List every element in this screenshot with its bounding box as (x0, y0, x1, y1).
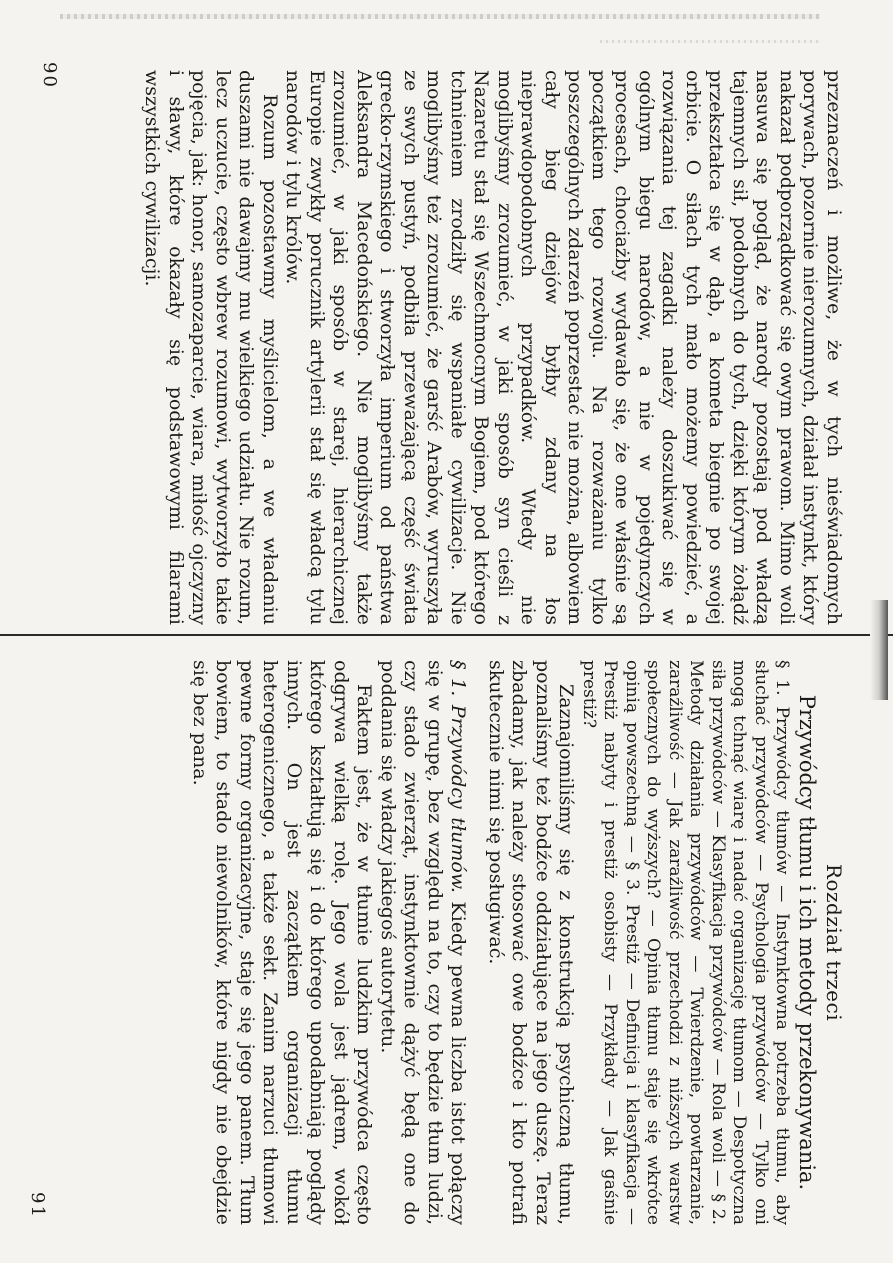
chapter-label: Rozdział trzeci (822, 863, 846, 1022)
body-paragraph: Faktem jest, że w tłumie ludzkim przywódca często odgrywa wielką rolę. Jego wola jest jądrem, wokół którego kształtują się i do którego upodabniają poglądy innych. On jest zaczątkiem organizacji tłumu heterogenicznego, a także sekt. Zanim narzuci tłumowi pewne formy organizacyjne, staje się jego panem. Tłum bowiem, to stado niewolników, które nigdy nie obejdzie się bez pana. (189, 660, 376, 1225)
left-page (141, 70, 845, 625)
body-paragraph: Rozum pozostawmy myślicielom, a we władaniu duszami nie dawajmy mu wielkiego udziału. Nie rozum, lecz uczucie, często wbrew rozumowi, wytworzyło takie pojęcia, jak: honor, samozaparcie, wiara, miłość ojczyzny i sławy, które okazały się podstawowymi filarami wszystkich cywilizacji. (141, 70, 281, 625)
body-paragraph: przeznaczeń i możliwe, że w tych nieświadomych porywach, pozornie nierozumnych, działał instynkt, który nakazał podporządkować się owym prawom. Mimo woli nasuwa się pogląd, że narody pozostają pod władzą tajemnych sił, podobnych do tych, dzięki którym żołądź przekształca się w dąb, a kometa biegnie po swojej orbicie. O siłach tych mało możemy powiedzieć, a rozwiązania tej zagadki należy doszukiwać się w ogólnym biegu narodów, a nie w pojedynczych procesach, chociażby wydawało się, że one właśnie są początkiem tego rozwoju. Na rozważaniu tylko poszczególnych zdarzeń poprzestać nie można, albowiem cały bieg dziejów byłby zdany na łos nieprawdopodobnych przypadków. Wtedy nie moglibyśmy zrozumieć, w jaki sposób syn cieśli z Nazaretu stał się Wszechmocnym Bogiem, pod którego tchnieniem zrodziły się wspaniałe cywilizacje. Nie moglibyśmy też zrozumieć, że garść Arabów, wyruszyła ze swych pustyń, podbiła przeważającą część świata grecko-rzymskiego i stworzyła imperium od państwa Aleksandra Macedońskiego. Nie moglibyśmy także zrozumieć, w jaki sposób w starej, hierarchicznej Europie zwykły porucznik artylerii stał się władcą tylu narodów i tylu królów. (282, 70, 845, 625)
page-gutter (0, 634, 893, 636)
chapter-summary: § 1. Przywódcy tłumów — Instynktowna potrzeba tłumu, aby słuchać przywódców — Psychologia przywódców — Tylko oni mogą tchnąć wiarę i nadać organizację tłumom — Despotyczna siła przywódców — Klasyfikacja przywódców — Rola woli — § 2. Metody działania przywódców — Twierdzenie, powtarzanie, zaraźliwość — Jak zaraźliwość przechodzi z niższych warstw społecznych do wyższych? — Opinia tłumu staje się wkrótce opinią powszechną — § 3. Prestiż — Definicja i klasyfikacja — Prestiż nabyty i prestiż osobisty — Przykłady — Jak gaśnie prestiż? (579, 660, 793, 1225)
section-heading: § 1. Przywódcy tłumów. (447, 660, 470, 893)
book-spine-shadow (870, 600, 888, 700)
scan-artifact (60, 14, 820, 19)
page-number: 90 (39, 62, 60, 89)
right-page (15, 660, 845, 1225)
page-number: 91 (27, 1192, 48, 1219)
chapter-title: Przywódcy tłumu i ich metody przekonywania. (795, 694, 820, 1191)
section-text: Kiedy pewna liczba istot połączy się w grupę, bez względu na to, czy to będzie tłum ludzi, czy stado zwierząt, instynktownie dążyć będą one do poddania się władzy jakiegoś autorytetu. (377, 660, 470, 1225)
section-paragraph (376, 660, 470, 1225)
scan-artifact (600, 40, 820, 43)
intro-paragraph: Zaznajomiliśmy się z konstrukcją psychiczną tłumu, poznaliśmy też bodźce oddziałujące na jego duszę. Teraz zbadamy, jak należy stosować owe bodźce i kto potrafi skutecznie nimi się posługiwać. (485, 660, 578, 1225)
